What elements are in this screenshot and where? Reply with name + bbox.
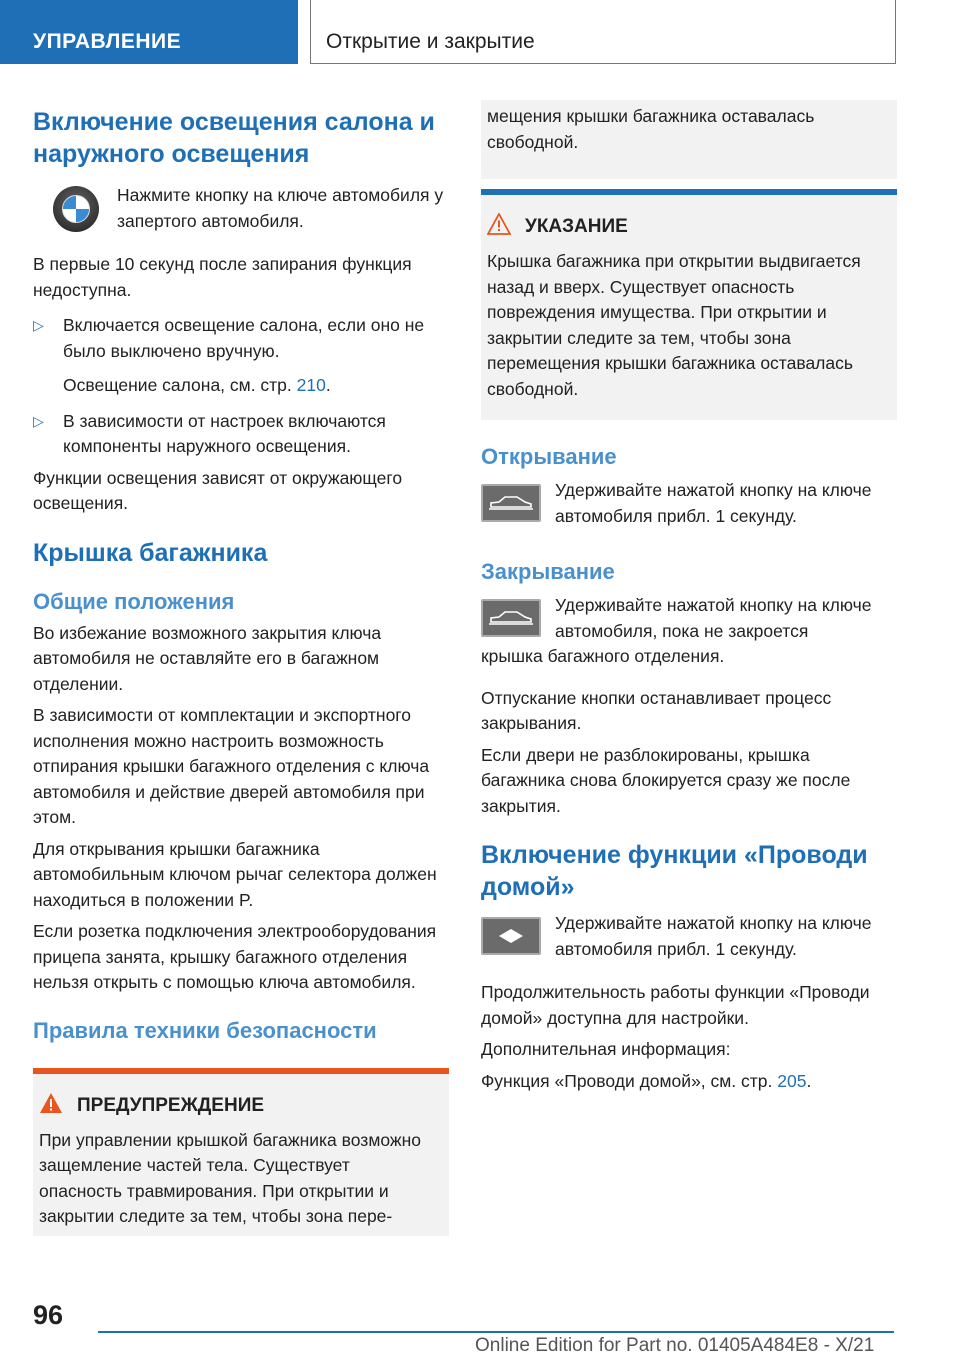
lighting-key-text: Нажмите кнопку на ключе автомобиля у запертого автомобиля. xyxy=(117,185,444,231)
notice-title-row xyxy=(487,213,885,241)
notice-box xyxy=(481,189,897,420)
bullet-2-text: В зависимости от настроек включаются компоненты наружного освещения. xyxy=(63,410,386,456)
close-heading: Закрывание xyxy=(481,559,615,584)
bullet-triangle-icon: ▷ xyxy=(33,317,44,333)
follow-paragraph-1: Продолжительность работы функции «Проводи домой» доступна для настройки. xyxy=(481,982,870,1028)
general-heading: Общие положения xyxy=(33,588,235,614)
bullet-item-2 xyxy=(33,409,449,460)
safety-heading: Правила техники безопасности xyxy=(33,1017,377,1043)
warning-continued-text: мещения крышки багажника оставалась свободной. xyxy=(487,106,815,152)
page-number: 96 xyxy=(33,1300,64,1330)
follow-paragraph-3 xyxy=(481,1069,897,1095)
trunk-open-key-icon xyxy=(481,484,541,522)
warning-title: ПРЕДУПРЕЖДЕНИЕ xyxy=(77,1094,265,1116)
close-key-row xyxy=(481,597,897,644)
bullet-1-subline xyxy=(33,373,449,399)
lighting-paragraph-2: Функции освещения зависят от окружающего освещения. xyxy=(33,467,403,513)
page-header xyxy=(0,0,960,66)
follow-p3-text: Функция «Проводи домой», см. стр. xyxy=(481,1070,773,1091)
follow-text: Удерживайте нажатой кнопку на ключе автомобиля прибл. 1 секунду. xyxy=(555,913,872,959)
notice-title: УКАЗАНИЕ xyxy=(525,216,628,237)
bullet-item-1 xyxy=(33,313,449,364)
trunk-heading: Крышка багажника xyxy=(33,538,268,567)
warning-triangle-icon xyxy=(39,1092,63,1120)
footer-divider xyxy=(98,1331,894,1333)
right-column xyxy=(481,100,897,1094)
general-paragraph-2: В зависимости от комплектации и экспортного исполнения можно настроить возможность отпирания крышки багажного отделения с ключа автомобиля и действие дверей автомобиля при этом. xyxy=(33,705,430,827)
open-heading: Открывание xyxy=(481,444,617,469)
bullet-1-text: Включается освещение салона, если оно не было выключено вручную. xyxy=(63,315,425,361)
trunk-close-key-icon xyxy=(481,599,541,637)
general-paragraph-1: Во избежание возможного закрытия ключа автомобиля не оставляйте его в багажном отделении. xyxy=(33,622,382,694)
page-link-210[interactable]: 210 xyxy=(296,375,326,395)
chapter-title: Открытие и закрытие xyxy=(310,0,896,64)
warning-box xyxy=(33,1068,449,1236)
warning-triangle-icon xyxy=(487,213,511,241)
lighting-heading: Включение освещения салона и наружного освещения xyxy=(33,108,435,168)
warning-text: При управлении крышкой багажника возможно защемление частей тела. Существует опасность травмирования. При открытии и закрытии следите за тем, чтобы зона пере- xyxy=(39,1129,421,1226)
edition-text: Online Edition for Part no. 01405A484E8 - X/21 xyxy=(475,1335,875,1356)
follow-key-row xyxy=(481,915,897,962)
close-text-continued: крышка багажного отделения. xyxy=(481,646,725,666)
warning-title-row xyxy=(39,1092,437,1120)
open-key-row xyxy=(481,482,897,529)
close-paragraph-2: Если двери не разблокированы, крышка багажника снова блокируется сразу же после закрытия. xyxy=(481,744,851,816)
close-text: Удерживайте нажатой кнопку на ключе автомобиля, пока не закроется xyxy=(555,595,872,641)
general-paragraph-3: Для открывания крышки багажника автомобильным ключом рычаг селектора должен находиться в положении P. xyxy=(33,838,437,910)
notice-text: Крышка багажника при открытии выдвигается назад и вверх. Существует опасность повреждения имущества. При открытии и закрытии следите за тем, чтобы зона перемещения крышки багажника оставалась свободной. xyxy=(487,251,861,399)
follow-paragraph-2: Дополнительная информация: xyxy=(481,1039,731,1059)
warning-box-continued xyxy=(481,100,897,179)
follow-me-home-key-icon xyxy=(481,917,541,955)
follow-p3-end: . xyxy=(806,1070,812,1091)
open-text: Удерживайте нажатой кнопку на ключе автомобиля прибл. 1 секунду. xyxy=(555,480,872,526)
lighting-paragraph-1: В первые 10 секунд после запирания функция недоступна. xyxy=(33,254,412,300)
lighting-key-row xyxy=(33,184,449,234)
page-link-205[interactable]: 205 xyxy=(777,1070,807,1091)
bullet-1-sub-text: Освещение салона, см. стр. xyxy=(63,375,292,395)
bullet-1-sub-end: . xyxy=(325,375,331,395)
close-paragraph-1: Отпускание кнопки останавливает процесс закрывания. xyxy=(481,687,832,733)
section-tab: УПРАВЛЕНИЕ xyxy=(0,0,298,64)
general-paragraph-4: Если розетка подключения электрооборудования прицепа занята, крышку багажного отделения нельзя открыть с помощью ключа автомобиля. xyxy=(33,921,437,992)
follow-me-heading: Включение функции «Проводи домой» xyxy=(481,841,868,901)
bmw-logo-icon xyxy=(33,186,103,232)
bullet-triangle-icon: ▷ xyxy=(33,412,44,429)
left-column xyxy=(33,100,449,1236)
